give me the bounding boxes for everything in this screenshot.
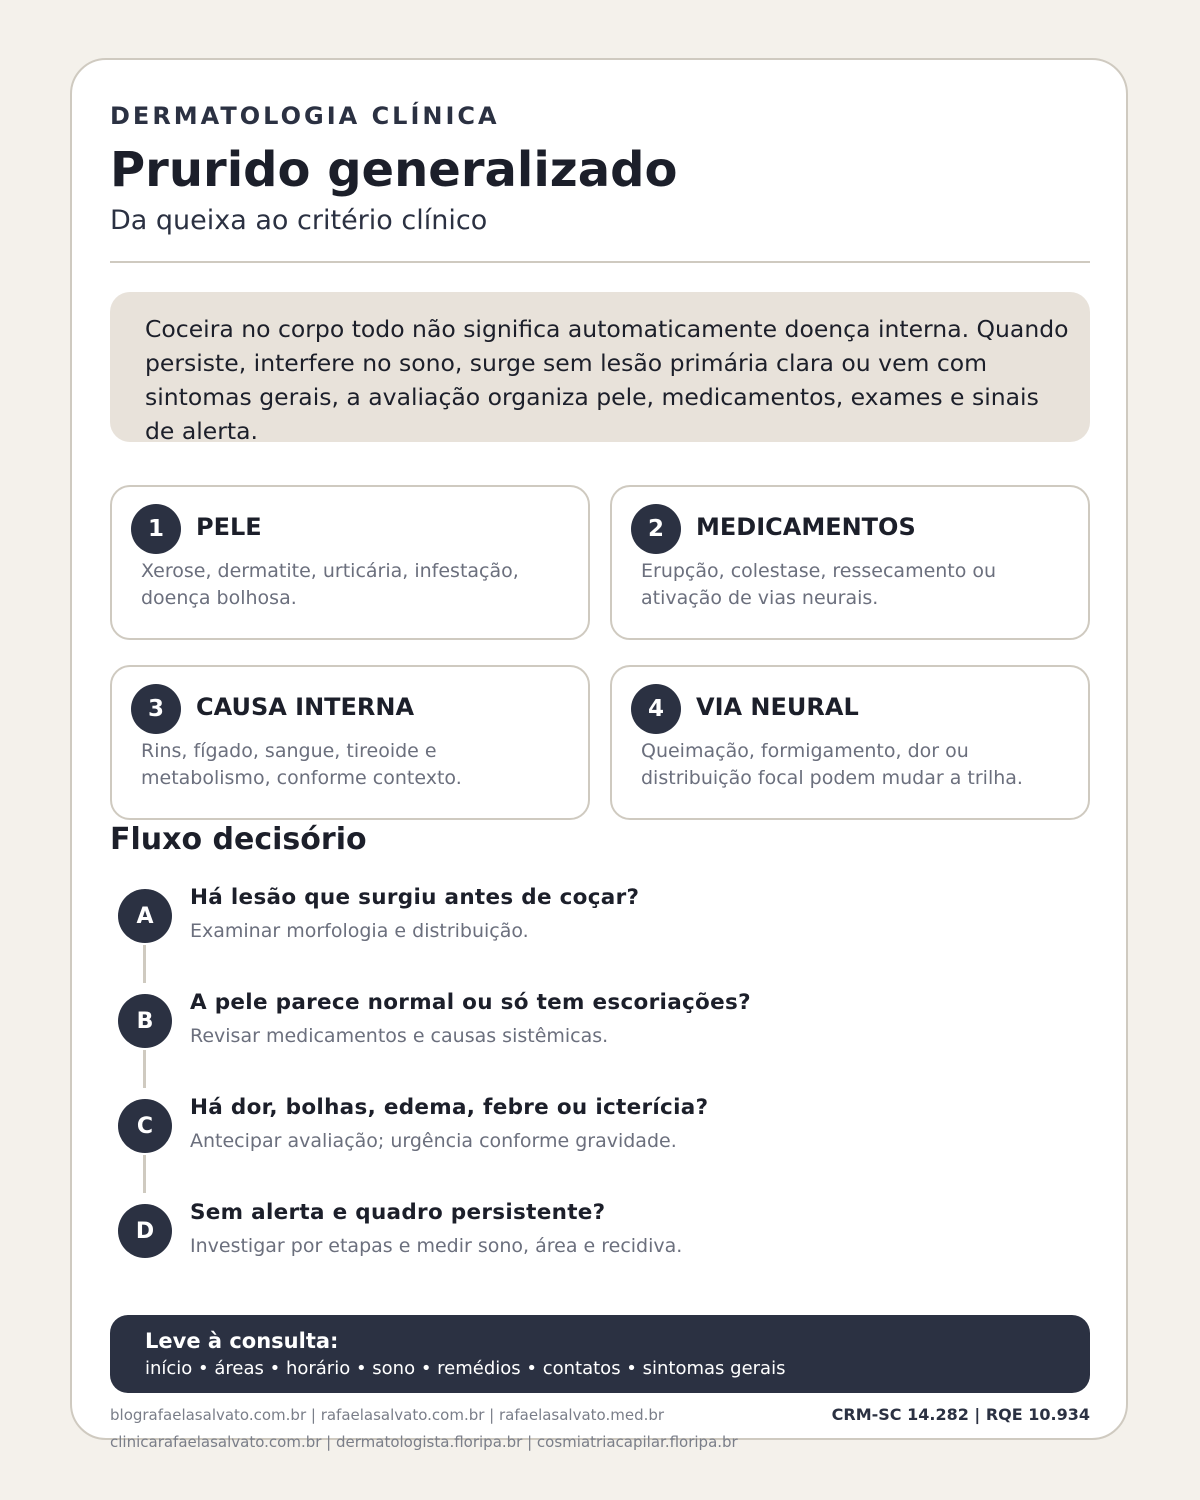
flow-step-answer: Antecipar avaliação; urgência conforme gravidade. <box>190 1130 677 1152</box>
category-title: VIA NEURAL <box>696 693 859 721</box>
category-title: MEDICAMENTOS <box>696 513 916 541</box>
flow-step-letter: C <box>118 1099 172 1153</box>
category-card-pele <box>110 485 590 640</box>
category-desc <box>641 558 1061 612</box>
flow-connector <box>143 1155 146 1193</box>
flow-step-answer: Revisar medicamentos e causas sistêmicas. <box>190 1025 609 1047</box>
eyebrow: DERMATOLOGIA CLÍNICA <box>110 102 500 130</box>
page-title: Prurido generalizado <box>110 142 678 198</box>
category-card-causa-interna <box>110 665 590 820</box>
intro-line: Coceira no corpo todo não significa automaticamente doença interna. Quando <box>145 315 1069 343</box>
flow-step-letter: A <box>118 889 172 943</box>
category-desc <box>641 738 1061 792</box>
category-desc-line: doença bolhosa. <box>141 587 297 609</box>
flow-step-question: Há dor, bolhas, edema, febre ou icterícia? <box>190 1095 709 1120</box>
category-number: 3 <box>131 684 181 734</box>
category-desc-line: metabolismo, conforme contexto. <box>141 767 462 789</box>
divider <box>110 261 1090 263</box>
intro-line: de alerta. <box>145 417 258 445</box>
footer-links: blografaelasalvato.com.br | rafaelasalvato.com.br | rafaelasalvato.med.br <box>110 1406 665 1424</box>
category-desc-line: Erupção, colestase, ressecamento ou <box>641 560 997 582</box>
category-desc <box>141 558 561 612</box>
category-desc-line: Xerose, dermatite, urticária, infestação, <box>141 560 519 582</box>
page-subtitle: Da queixa ao critério clínico <box>110 205 488 236</box>
flow-step-question: Há lesão que surgiu antes de coçar? <box>190 885 640 910</box>
category-desc <box>141 738 561 792</box>
category-title: CAUSA INTERNA <box>196 693 415 721</box>
bring-items: início • áreas • horário • sono • remédios • contatos • sintomas gerais <box>145 1358 786 1379</box>
flow-step-letter: D <box>118 1204 172 1258</box>
category-number: 4 <box>631 684 681 734</box>
intro-line: persiste, interfere no sono, surge sem lesão primária clara ou vem com <box>145 349 988 377</box>
category-card-via-neural <box>610 665 1090 820</box>
category-number: 2 <box>631 504 681 554</box>
category-card-medicamentos <box>610 485 1090 640</box>
footer-credentials: CRM-SC 14.282 | RQE 10.934 <box>831 1405 1090 1424</box>
category-title: PELE <box>196 513 262 541</box>
category-number: 1 <box>131 504 181 554</box>
intro-line: sintomas gerais, a avaliação organiza pele, medicamentos, exames e sinais <box>145 383 1039 411</box>
footer-links: clinicarafaelasalvato.com.br | dermatologista.floripa.br | cosmiatriacapilar.floripa.br <box>110 1433 738 1451</box>
flow-step-question: Sem alerta e quadro persistente? <box>190 1200 606 1225</box>
flow-step-question: A pele parece normal ou só tem escoriações? <box>190 990 751 1015</box>
bring-to-appointment-box <box>110 1315 1090 1393</box>
flow-title: Fluxo decisório <box>110 822 367 857</box>
flow-step-answer: Investigar por etapas e medir sono, área e recidiva. <box>190 1235 683 1257</box>
flow-connector <box>143 1050 146 1088</box>
flow-step-answer: Examinar morfologia e distribuição. <box>190 920 529 942</box>
bring-title: Leve à consulta: <box>145 1329 339 1353</box>
category-desc-line: distribuição focal podem mudar a trilha. <box>641 767 1023 789</box>
flow-connector <box>143 945 146 983</box>
flow-step-letter: B <box>118 994 172 1048</box>
category-desc-line: ativação de vias neurais. <box>641 587 879 609</box>
category-desc-line: Queimação, formigamento, dor ou <box>641 740 969 762</box>
intro-box <box>110 292 1090 445</box>
category-desc-line: Rins, fígado, sangue, tireoide e <box>141 740 437 762</box>
